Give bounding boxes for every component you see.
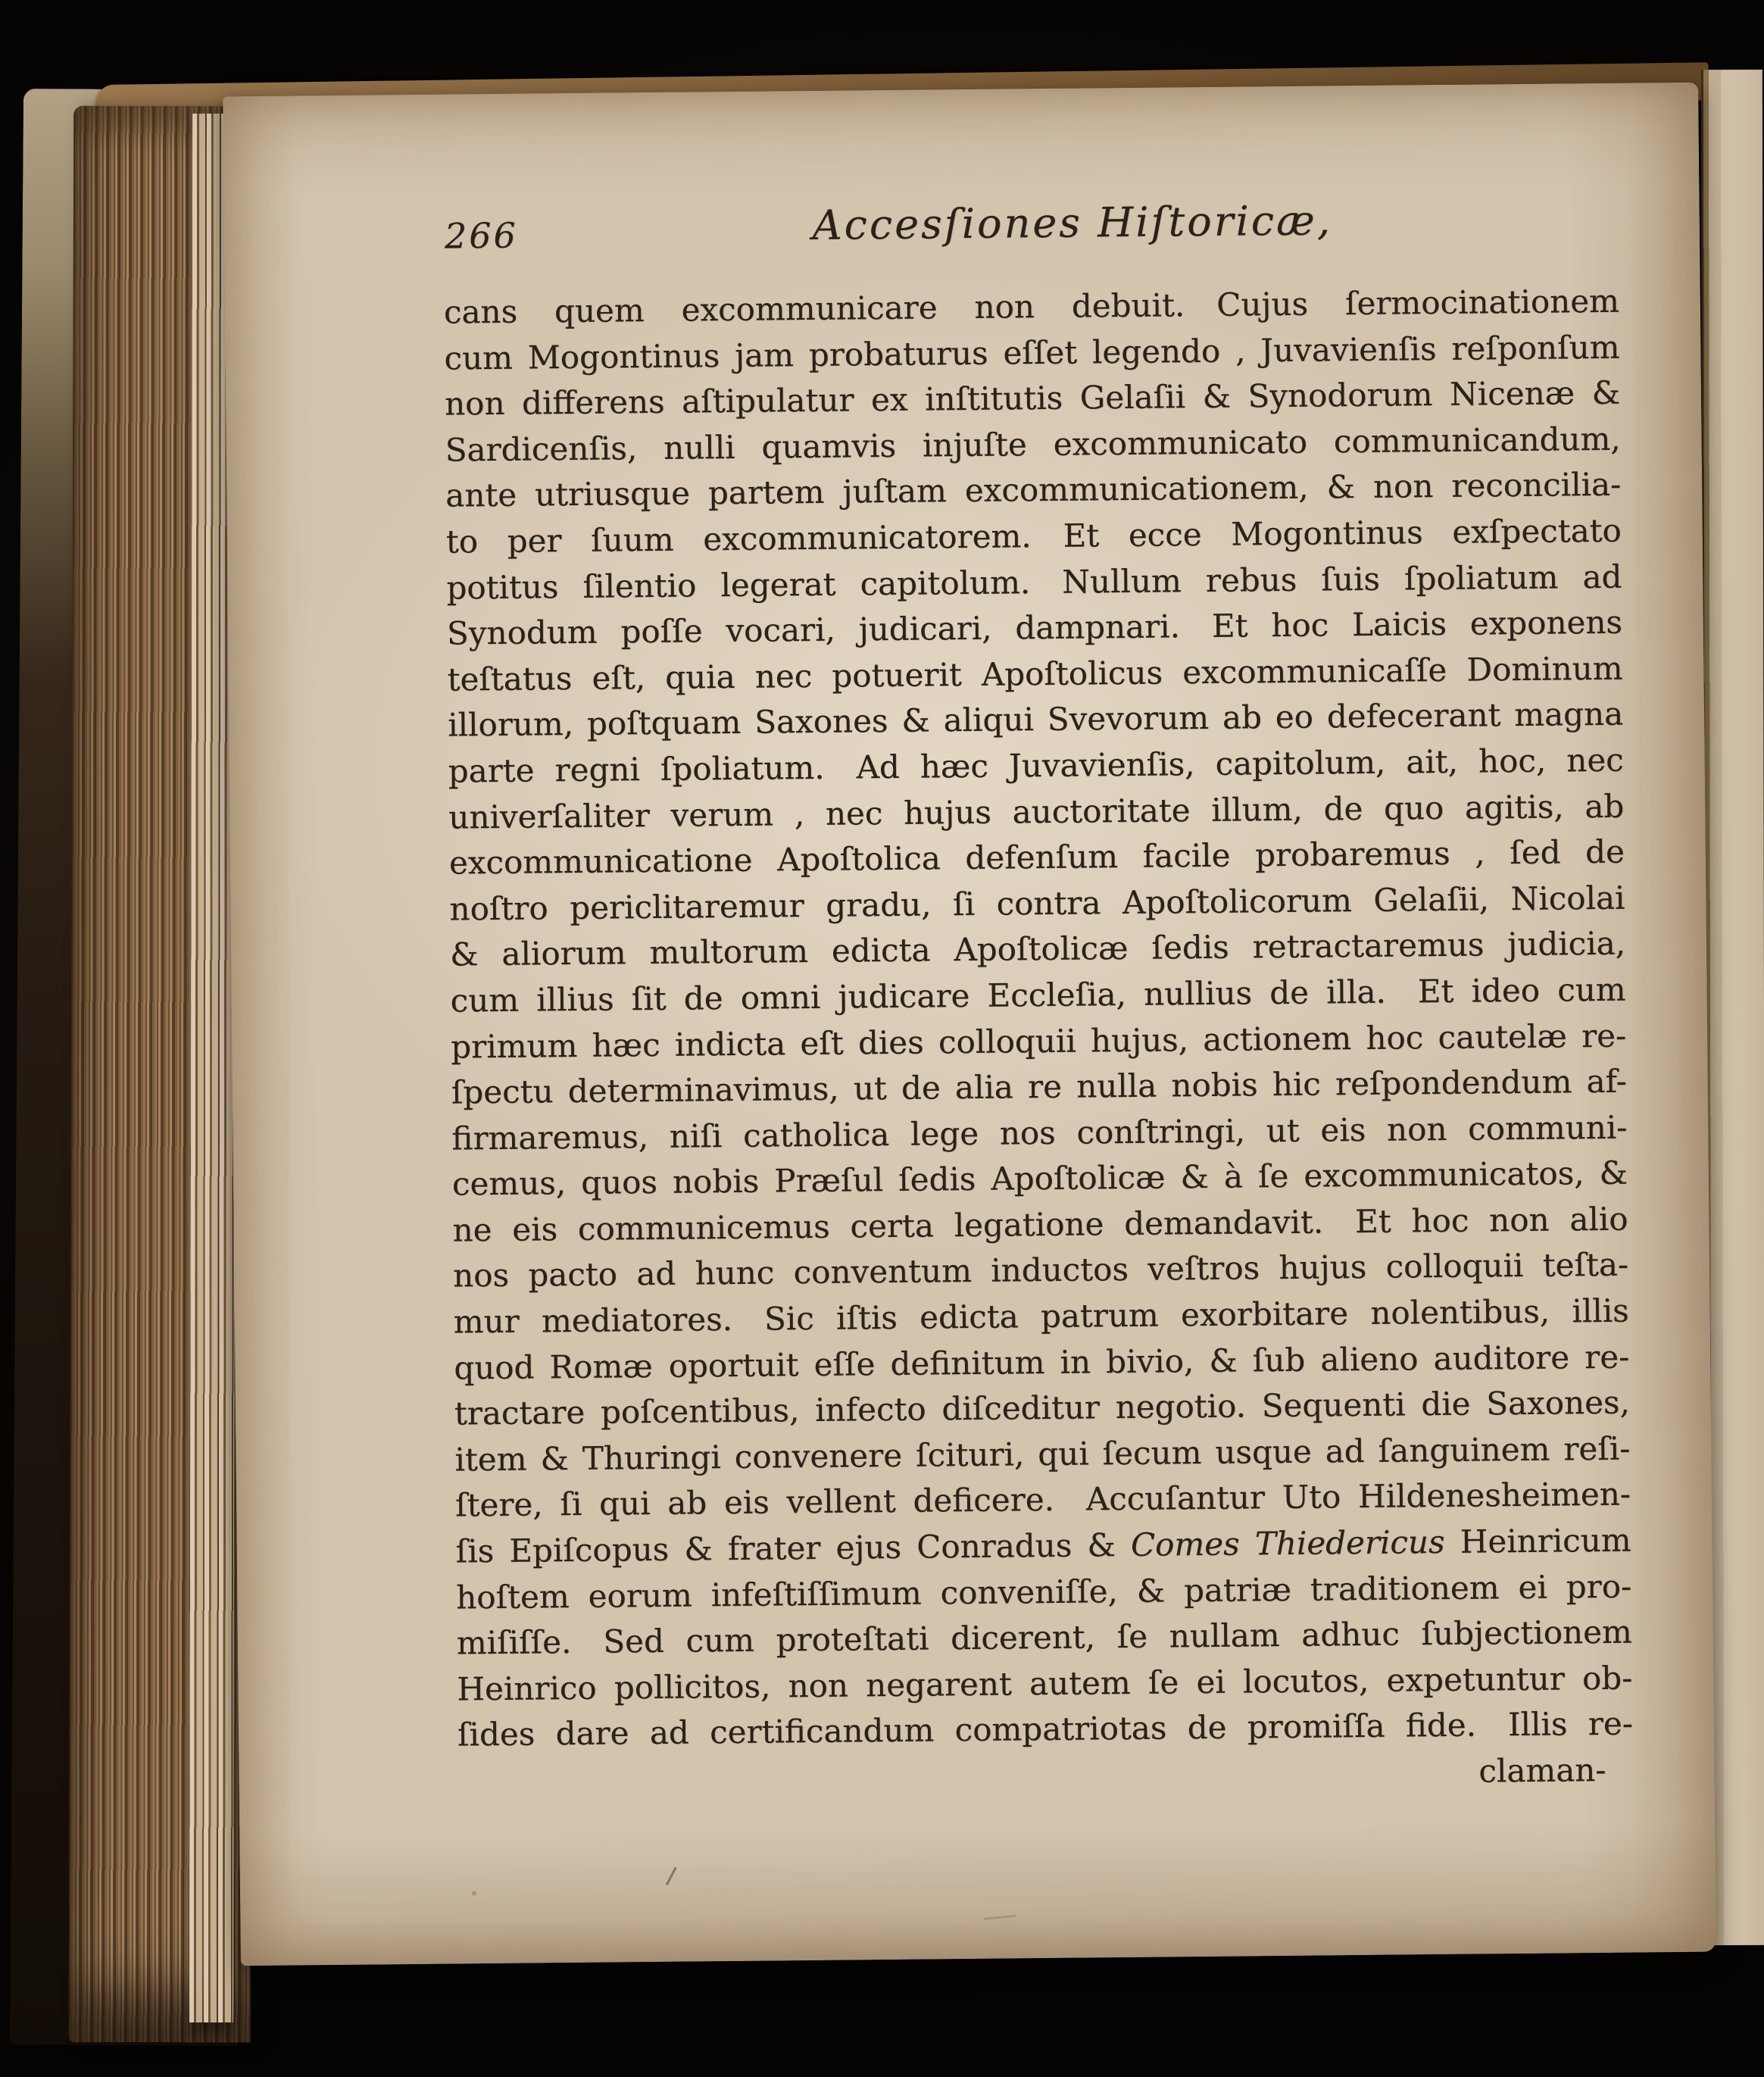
text-line: tractare poſcentibus, infecto diſceditur negotio. Sequenti die Saxones, xyxy=(454,1383,1631,1432)
text-line: noſtro periclitaremur gradu, ſi contra Apoſtolicorum Gelaſii, Nicolai xyxy=(449,879,1625,928)
text-line: & aliorum multorum edicta Apoſtolicæ ſedis retractaremus judicia, xyxy=(449,924,1626,973)
text-line: cans quem excommunicare non debuit. Cujus ſermocinationem xyxy=(443,282,1620,331)
text-line: primum hæc indicta eſt dies colloquii hujus, actionem hoc cautelæ re- xyxy=(451,1017,1627,1066)
printed-text-block xyxy=(443,194,1634,1804)
ink-speck xyxy=(666,1867,677,1885)
text-line: cum illius ſit de omni judicare Eccleſia, nullius de illa. Et ideo cum xyxy=(450,970,1626,1020)
text-line: illorum, poſtquam Saxones & aliqui Svevorum ab eo defecerant magna xyxy=(447,695,1624,744)
text-line: ante utriusque partem juſtam excommunicationem, & non reconcilia- xyxy=(445,466,1622,514)
text-line: mur mediatores. Sic iſtis edicta patrum exorbitare nolentibus, illis xyxy=(453,1291,1629,1341)
page-number: 266 xyxy=(444,214,519,257)
text-line: ſides dare ad certificandum compatriotas de promiſſa fide. Illis re- xyxy=(457,1705,1634,1754)
running-title: Accesſiones Hiſtoricæ, xyxy=(812,196,1333,249)
text-line: miſiſſe. Sed cum proteſtati dicerent, ſe nullam adhuc ſubjectionem xyxy=(456,1613,1632,1662)
page-header xyxy=(443,194,1619,264)
text-line: teſtatus eſt, quia nec potuerit Apoſtolicus excommunicaſſe Dominum xyxy=(447,649,1623,698)
text-line: parte regni ſpoliatum. Ad hæc Juvavienſis, capitolum, ait, hoc, nec xyxy=(448,741,1624,790)
text-line: to per ſuum excommunicatorem. Et ecce Mogontinus exſpectato xyxy=(445,511,1622,561)
text-line: hoſtem eorum infeſtiſſimum conveniſſe, & patriæ traditionem ei pro- xyxy=(455,1567,1632,1616)
text-line: quod Romæ oportuit eſſe definitum in bivio, & ſub alieno auditore re- xyxy=(454,1338,1630,1387)
text-line: ſpectu determinavimus, ut de alia re nulla nobis hic reſpondendum af- xyxy=(451,1062,1627,1111)
ink-speck xyxy=(472,1891,476,1895)
page-scan xyxy=(223,83,1716,1966)
text-line: cum Mogontinus jam probaturus eſſet legendo , Juvavienſis reſponſum xyxy=(444,328,1620,377)
text-line: Heinrico pollicitos, non negarent autem ſe ei locutos, expetuntur ob- xyxy=(457,1659,1633,1708)
catchword: claman- xyxy=(1478,1751,1606,1790)
text-line: ſis Epiſcopus & frater ejus Conradus & Comes Thiedericus Heinricum xyxy=(455,1521,1631,1570)
text-line: potitus ſilentio legerat capitolum. Nullum rebus ſuis ſpoliatum ad xyxy=(446,558,1622,607)
text-line: item & Thuringi convenere ſcituri, qui ſecum usque ad ſanguinem reſi- xyxy=(454,1429,1631,1479)
text-line: cemus, quos nobis Præſul ſedis Apoſtolicæ & à ſe excommunicatos, & xyxy=(451,1154,1628,1203)
text-line: Synodum poſſe vocari, judicari, dampnari. Et hoc Laicis exponens xyxy=(446,603,1623,652)
text-line: Sardicenſis, nulli quamvis injuſte excommunicato communicandum, xyxy=(445,420,1621,469)
text-line: nos pacto ad hunc conventum inductos veſtros hujus colloquii teſta- xyxy=(452,1246,1629,1295)
text-line: ſtere, ſi qui ab eis vellent deficere. Accuſantur Uto Hildenesheimen- xyxy=(454,1476,1631,1524)
ink-speck xyxy=(984,1915,1016,1920)
text-line: univerſaliter verum , nec hujus auctoritate illum, de quo agitis, ab xyxy=(448,787,1625,836)
text-line: non differens aſtipulatur ex inſtitutis Gelaſii & Synodorum Nicenæ & xyxy=(444,373,1621,423)
text-line: firmaremus, niſi catholica lege nos conſtringi, ut eis non communi- xyxy=(451,1108,1628,1157)
text-line: excommunicatione Apoſtolica defenſum facile probaremus , ſed de xyxy=(448,832,1625,882)
body-text xyxy=(444,279,1634,1759)
text-line: ne eis communicemus certa legatione demandavit. Et hoc non alio xyxy=(452,1200,1628,1249)
